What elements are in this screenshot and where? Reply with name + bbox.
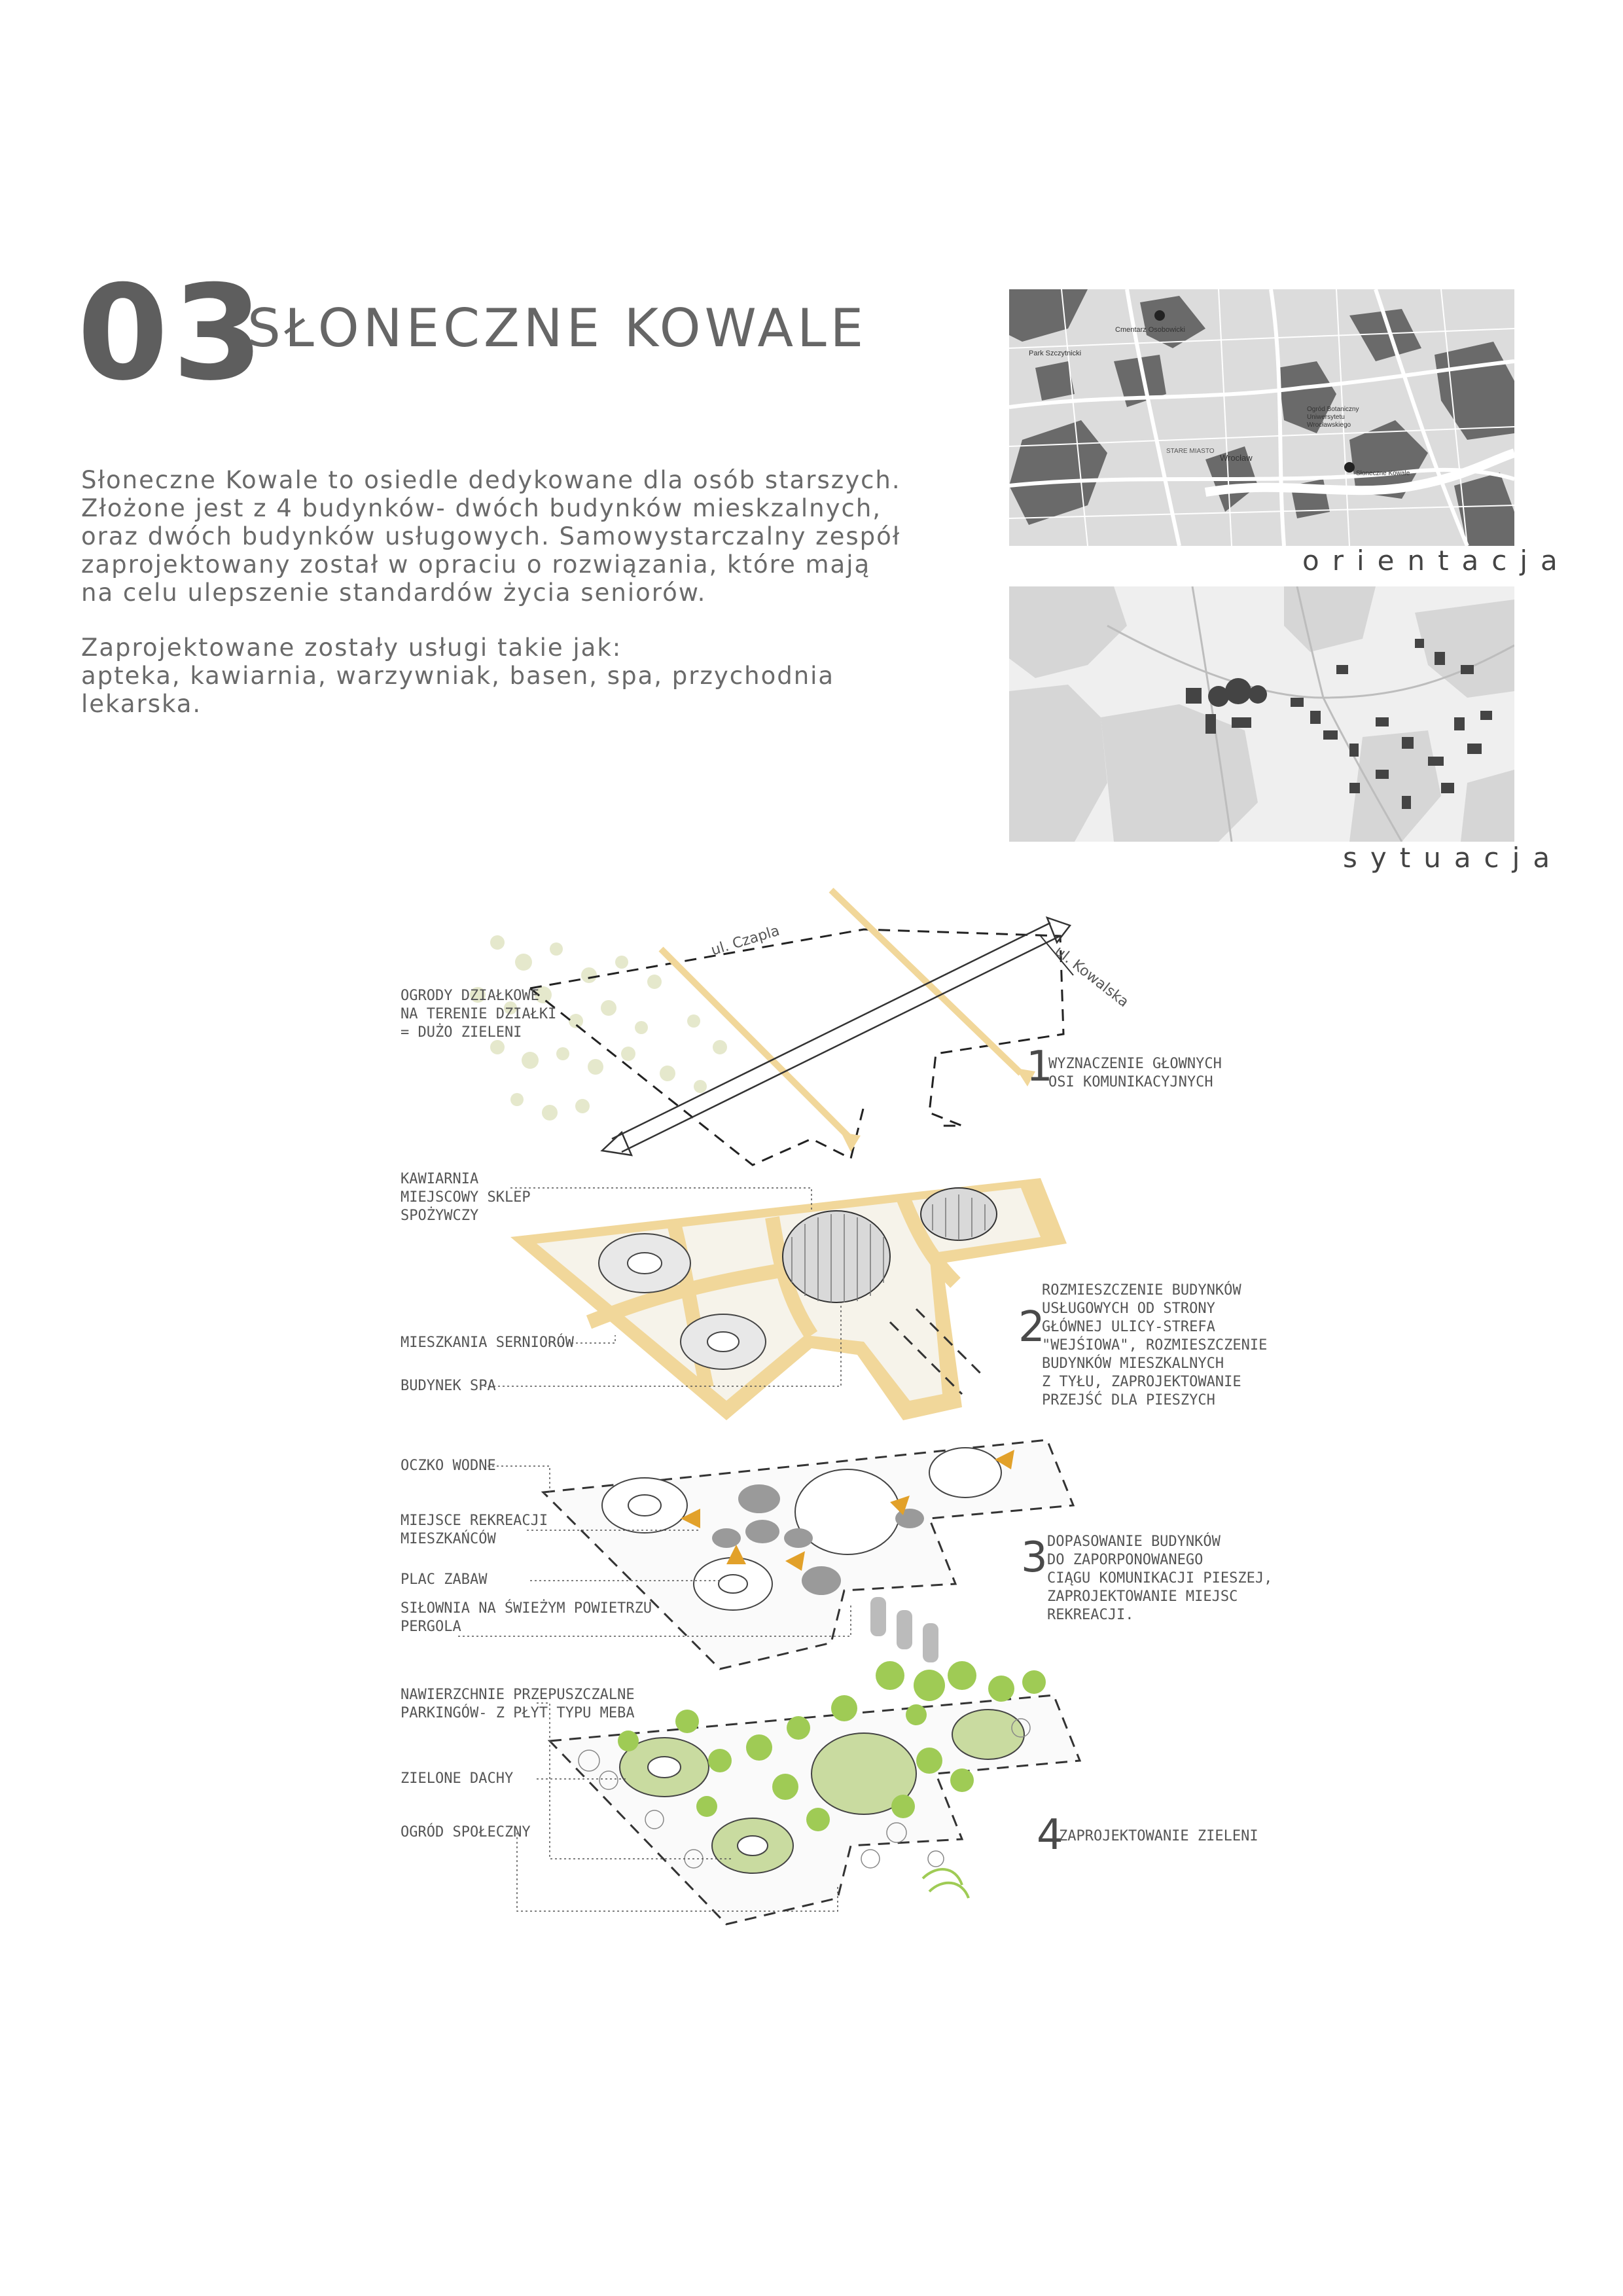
step-2-text (1042, 1282, 1267, 1410)
callout-line: SIŁOWNIA NA ŚWIEŻYM POWIETRZU (401, 1600, 652, 1617)
step-2-number: 2 (1018, 1303, 1045, 1352)
description-line: Słoneczne Kowale to osiedle dedykowane dla osób starszych. (81, 466, 901, 494)
callout-line: SPOŻYWCZY (401, 1208, 479, 1224)
step-line: ZAPROJEKTOWANIE ZIELENI (1059, 1828, 1258, 1844)
layer-2-buildings (510, 1178, 1067, 1420)
description-line: zaprojektowany został w opraciu o rozwiązania, które mają (81, 550, 871, 579)
callout-line: KAWIARNIA (401, 1171, 479, 1187)
step-4-number: 4 (1037, 1811, 1063, 1859)
callout-line: PARKINGÓW- Z PŁYT TYPU MEBA (401, 1705, 635, 1721)
step-line: PRZEJŚĆ DLA PIESZYCH (1042, 1392, 1215, 1408)
step-line: WYZNACZENIE GŁOWNYCH (1048, 1056, 1222, 1072)
map-label: Ogród Botaniczny Uniwersytetu Wrocławskiego (1307, 406, 1359, 429)
callout-pond: OCZKO WODNE (401, 1458, 496, 1474)
step-line: Z TYŁU, ZAPROJEKTOWANIE (1042, 1374, 1241, 1390)
callout-line: OGRODY DZIAŁKOWE (401, 988, 539, 1004)
callout-line: PERGOLA (401, 1619, 461, 1635)
step-line: OSI KOMUNIKACYJNYCH (1048, 1074, 1213, 1090)
callout-green-roofs: ZIELONE DACHY (401, 1770, 514, 1787)
orientation-label: orientacja (1302, 545, 1571, 577)
callout-community-garden: OGRÓD SPOŁECZNY (401, 1824, 531, 1840)
step-line: ZAPROJEKTOWANIE MIEJSC (1047, 1588, 1238, 1605)
step-4-text (1059, 1827, 1258, 1846)
description-line: Zaprojektowane zostały usługi takie jak: (81, 634, 622, 662)
callout-line: MIEJSCE REKREACJI (401, 1513, 548, 1529)
map-label: Cmentarz Osobowicki (1115, 326, 1185, 334)
situation-map (1009, 586, 1514, 842)
step-1-text (1048, 1055, 1222, 1092)
description-line: lekarska. (81, 690, 202, 718)
callout-spa: BUDYNEK SPA (401, 1378, 496, 1394)
map-label: STARE MIASTO (1166, 448, 1215, 455)
callout-line: MIESZKAŃCÓW (401, 1531, 496, 1547)
step-line: CIĄGU KOMUNIKACJI PIESZEJ, (1047, 1570, 1273, 1587)
street-label-kowalska: ul. Kowalska (1051, 942, 1132, 1011)
step-3-text (1047, 1533, 1272, 1624)
callout-cafe-shop (401, 1170, 531, 1225)
map-label: Wrocław (1220, 453, 1253, 463)
project-title: SŁONECZNE KOWALE (247, 298, 868, 359)
step-line: BUDYNKÓW MIESZKALNYCH (1042, 1355, 1224, 1372)
orientation-map-graphic (1009, 289, 1514, 546)
step-line: DOPASOWANIE BUDYNKÓW (1047, 1534, 1221, 1550)
project-number: 03 (77, 257, 268, 410)
callout-line: NAWIERZCHNIE PRZEPUSZCZALNE (401, 1687, 635, 1703)
step-line: GŁÓWNEJ ULICY-STREFA (1042, 1319, 1215, 1335)
exploded-axonometric-diagram (0, 877, 1623, 1990)
description-paragraph-1 (81, 466, 899, 607)
map-label: Słoneczne Kowale (1356, 470, 1410, 477)
step-line: DO ZAPORPONOWANEGO (1047, 1552, 1204, 1568)
callout-recreation (401, 1512, 548, 1549)
step-line: ROZMIESZCZENIE BUDYNKÓW (1042, 1282, 1241, 1299)
callout-permeable-parking (401, 1686, 635, 1723)
callout-senior-flats: MIESZKANIA SERNIORÓW (401, 1335, 574, 1351)
step-3-number: 3 (1021, 1534, 1048, 1582)
callout-line: = DUŻO ZIELENI (401, 1024, 522, 1041)
description-line: na celu ulepszenie standardów życia seniorów. (81, 579, 707, 607)
callout-playground: PLAC ZABAW (401, 1571, 488, 1588)
callout-allotments (401, 987, 556, 1042)
step-line: USŁUGOWYCH OD STRONY (1042, 1300, 1215, 1317)
step-line: REKREACJI. (1047, 1607, 1134, 1623)
map-label: Park Szczytnicki (1029, 350, 1082, 357)
description-paragraph-2 (81, 634, 899, 718)
description-line: Złożone jest z 4 budynków- dwóch budynków mieskzalnych, (81, 494, 882, 522)
orientation-map (1009, 289, 1514, 546)
situation-label: sytuacja (1343, 842, 1563, 874)
callout-gym-pergola (401, 1600, 652, 1636)
callout-line: NA TERENIE DZIAŁKI (401, 1006, 557, 1022)
step-1-number: 1 (1026, 1043, 1053, 1091)
description-line: apteka, kawiarnia, warzywniak, basen, spa, przychodnia (81, 662, 835, 690)
description-line: oraz dwóch budynków usługowych. Samowystarczalny zespół (81, 522, 901, 550)
situation-map-graphic (1009, 586, 1514, 842)
street-label-czapla: ul. Czapla (709, 922, 782, 960)
step-line: "WEJŚIOWA", ROZMIESZCZENIE (1042, 1337, 1268, 1354)
callout-line: MIEJSCOWY SKLEP (401, 1189, 531, 1206)
